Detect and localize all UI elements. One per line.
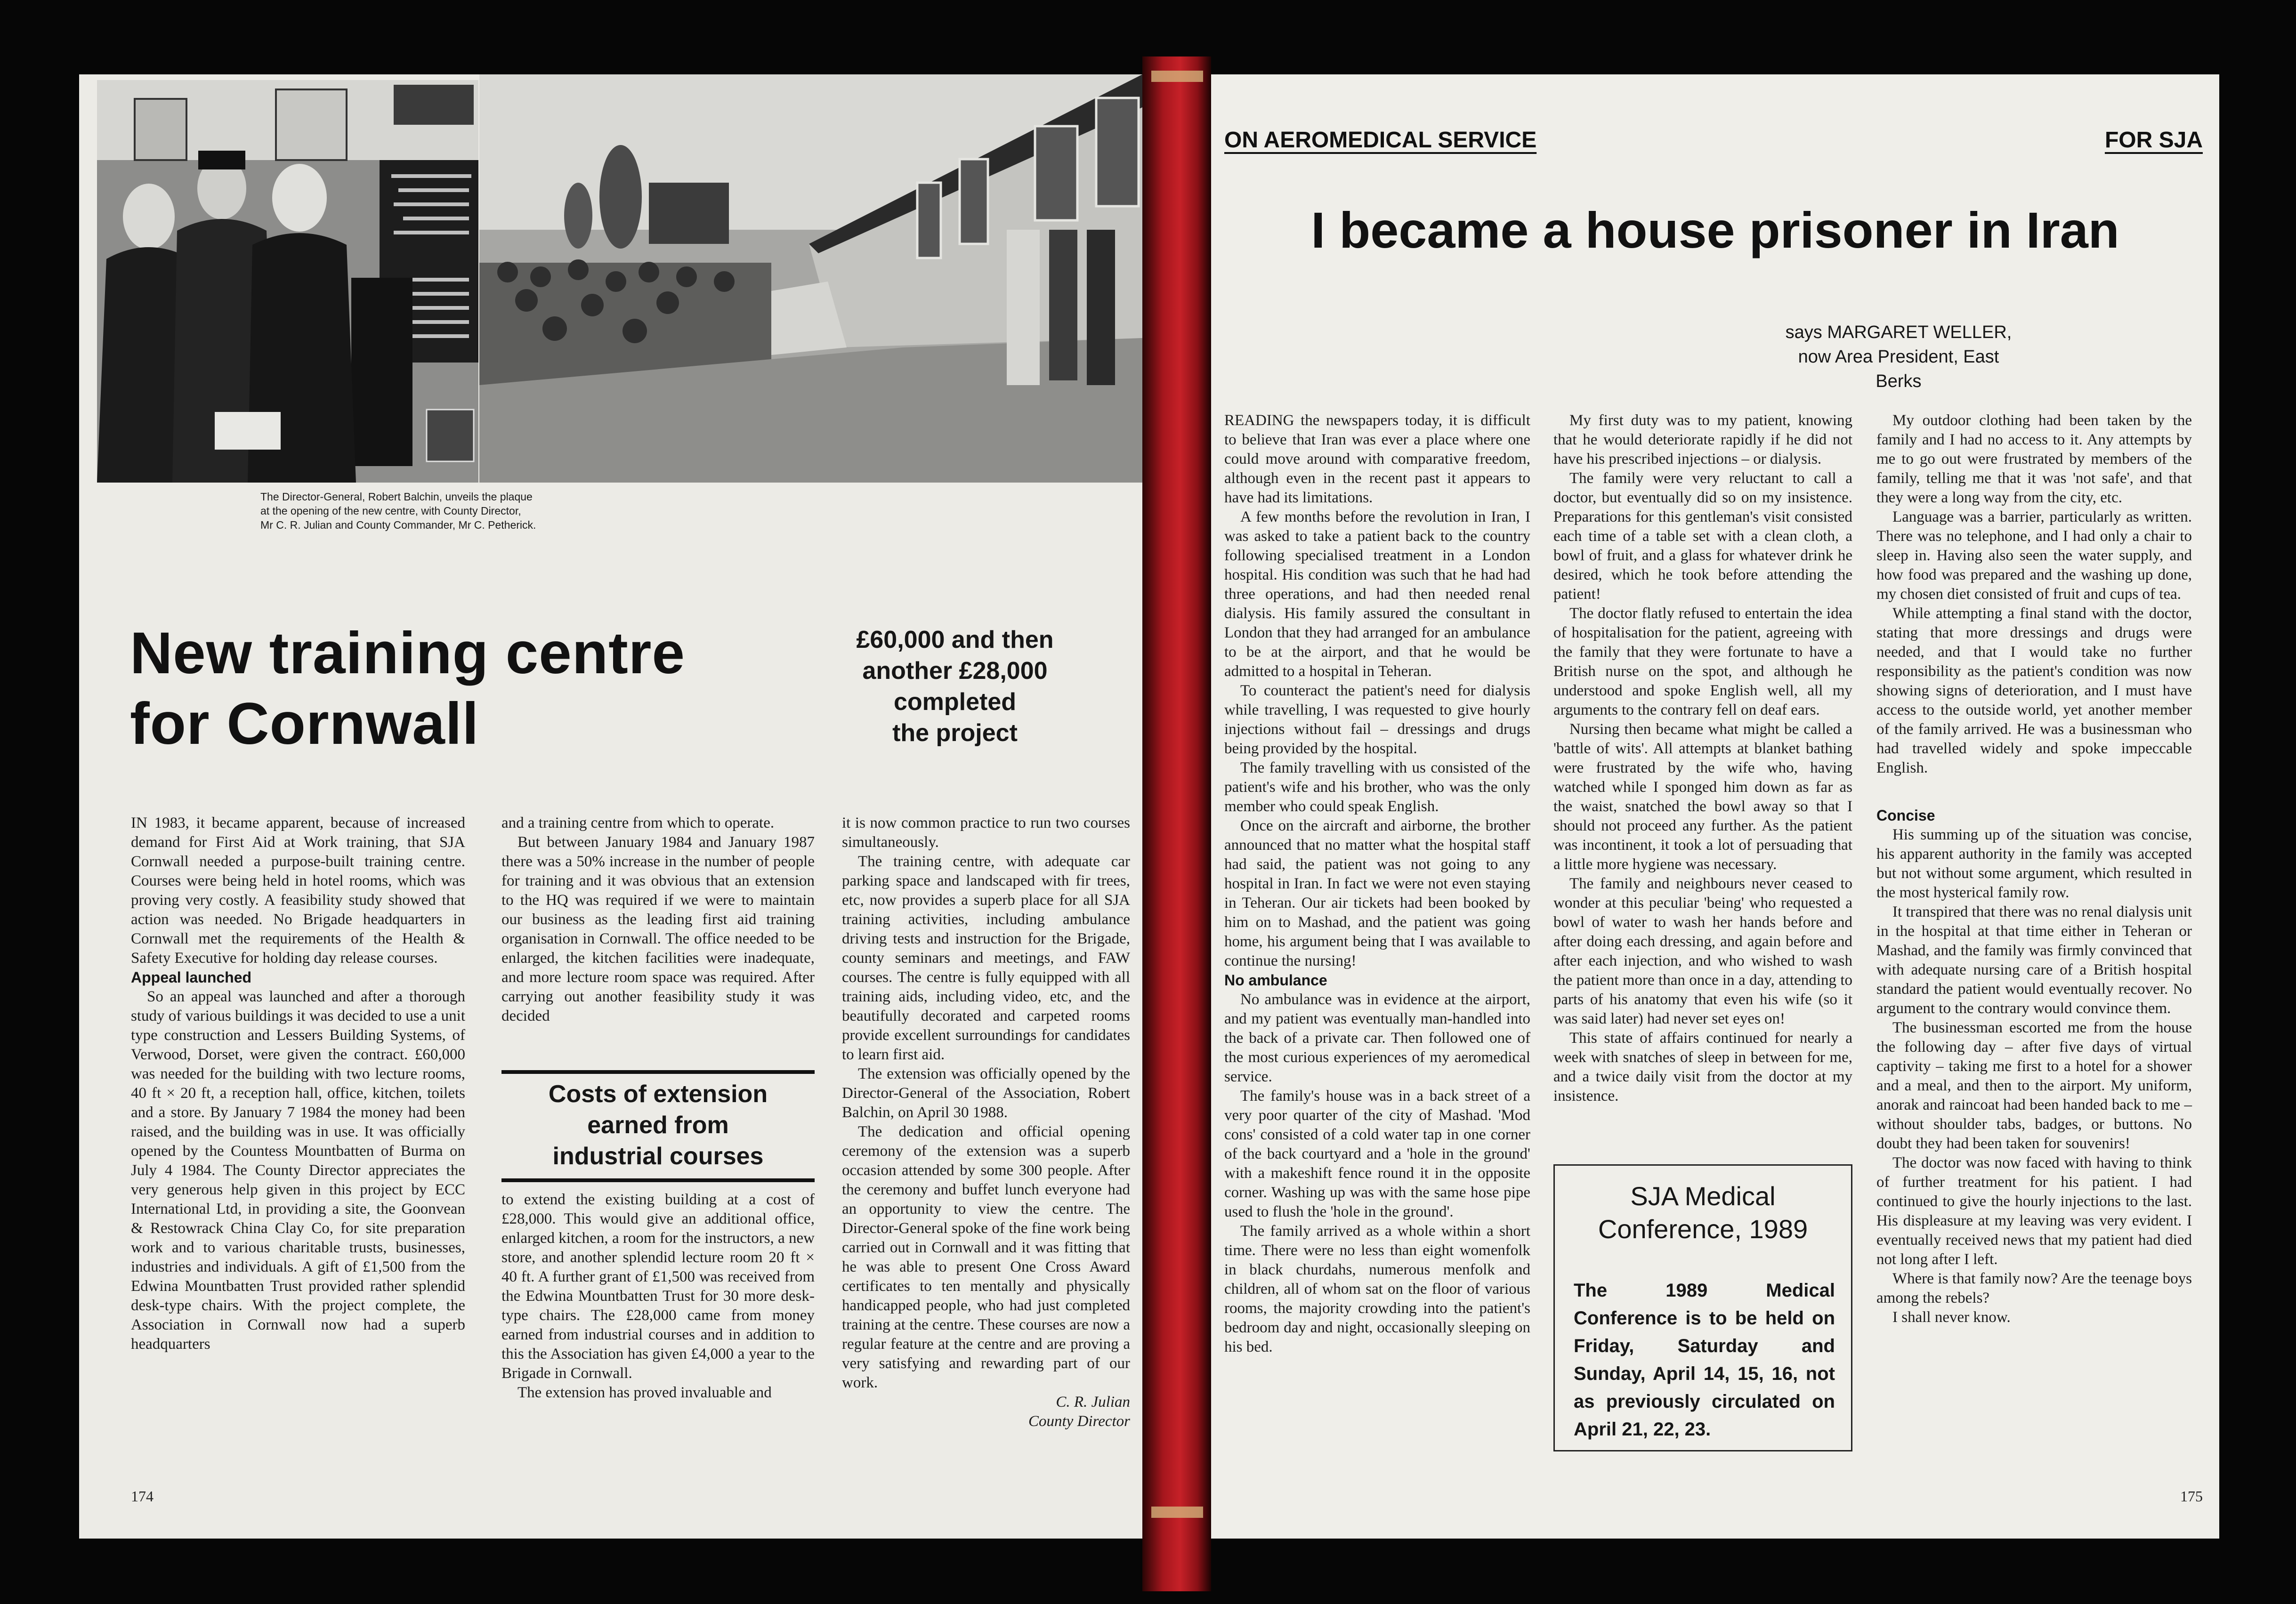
pull-quote-line: another £28,000 [862, 657, 1048, 685]
byline-line: now Area President, East Berks [1798, 347, 1999, 391]
subhead-appeal-launched: Appeal launched [131, 969, 252, 986]
section-kicker-left: ON AEROMEDICAL SERVICE [1224, 128, 1537, 153]
paragraph: His summing up of the situation was concise, his apparent authority in the family was accepted but not without some argument, which resulted in the most hysterical family row. [1876, 826, 2192, 901]
paragraph: The family arrived as a whole within a short time. There were no less than eight womenfolk in black churdahs, numerous menfolk and children, all of whom sat on the floor of various rooms, the majority crowding into the patient's bedroom day and night, occasionally sleeping on his bed. [1224, 1223, 1530, 1355]
spine-band [1151, 1507, 1203, 1518]
article-headline [130, 618, 685, 759]
crosshead-box [501, 1079, 815, 1172]
article-column-3 [842, 814, 1130, 1393]
paragraph: it is now common practice to run two courses simultaneously. [842, 814, 1130, 851]
paragraph: The training centre, with adequate car parking space and landscaped with fir trees, etc, now provides a superb place for all SJA training activities, including ambulance driving tests and instruction for the Brigade, county seminars and meetings, and FAW courses. The centre is fully equipped with all training aids, including video, etc, and the beautifully decorated and carpeted rooms provide excellent surroundings for candidates to learn first aid. [842, 853, 1130, 1063]
signature [842, 1393, 1130, 1431]
paragraph: IN 1983, it became apparent, because of increased demand for First Aid at Work training, that SJA Cornwall needed a purpose-built training centre. Courses were being held in hotel rooms, which was proving very costly. A feasibility study showed that action was needed. No Brigade headquarters in Cornwall met the requirements of the Health & Safety Executive for holding day release courses. [131, 814, 465, 967]
paragraph: No ambulance was in evidence at the airport, and my patient was eventually man-handled into the back of a private car. Then followed one of the most curious experiences of my aeromedical service. [1224, 991, 1530, 1085]
paragraph: My first duty was to my patient, knowing that he would deteriorate rapidly if he did not have his prescribed injections – or dialysis. [1553, 412, 1852, 467]
paragraph: Nursing then became what might be called a 'battle of wits'. All attempts at blanket bathing were frustrated by the wife who, having watched while I sponged him down as far as the waist, snatched the bowl away so that I should not proceed any further. As the patient was incontinent, it took a lot of persuading that a little more hygiene was necessary. [1553, 721, 1852, 873]
crosshead-line: Costs of extension [548, 1080, 768, 1108]
byline [1776, 320, 2021, 394]
article-column-1 [1224, 411, 1530, 1357]
article-column-2 [1553, 411, 1852, 1106]
page-number: 174 [131, 1488, 154, 1505]
page-number: 175 [2180, 1488, 2203, 1505]
conference-box-title-line: SJA Medical [1630, 1181, 1776, 1211]
article-column-3 [1876, 411, 2192, 1327]
paragraph: I shall never know. [1892, 1309, 2011, 1326]
crosshead-line: industrial courses [552, 1143, 764, 1170]
paragraph: Where is that family now? Are the teenage boys among the rebels? [1876, 1270, 2192, 1306]
photo-caption-line: Mr C. R. Julian and County Commander, Mr C. Petherick. [260, 519, 536, 531]
paragraph: The extension was officially opened by the Director-General of the Association, Robert Balchin, on April 30 1988. [842, 1065, 1130, 1121]
conference-box-text: The 1989 Medical Conference is to be held on Friday, Saturday and Sunday, April 14, 15, 16, not as previously circulated on April 21, 22, 23. [1574, 1280, 1835, 1440]
paragraph: to extend the existing building at a cost of £28,000. This would give an additional office, enlarged kitchen, a room for the instructors, a new store, and another splendid lecture room 20 ft × 40 ft. A further grant of £1,500 was received from the Edwina Mountbatten Trust for 30 more desk-type chairs. The £28,000 came from money earned from industrial courses and in addition to this the Association has given £4,000 a year to the Brigade in Cornwall. [501, 1191, 815, 1382]
conference-notice-box [1553, 1164, 1852, 1451]
paragraph: The dedication and official opening ceremony of the extension was a superb occasion attended by some 300 people. After the ceremony and buffet lunch everyone had an opportunity to view the centre. The Director-General spoke of the fine work being carried out in Cornwall and it was fitting that he was able to present One Cross Award certificates to ten mentally and physically handicapped people, who had just completed training at the centre. These courses are now a regular feature at the centre and are proving a very satisfying and rewarding part of our work. [842, 1123, 1130, 1391]
photo-caption [260, 490, 684, 532]
paragraph: Language was a barrier, particularly as written. There was no telephone, and I had only a chair to sleep in. Having also seen the water supply, and how food was prepared and the washing up done, my chosen diet consisted of fruit and cups of tea. [1876, 508, 2192, 603]
paragraph: Once on the aircraft and airborne, the brother announced that no matter what the hospital staff had said, the patient was not going to any hospital in Iran. In fact we were not even staying in Teheran. Our air tickets had been booked by him on to Mashad, and the patient was going home, his argument being that I was available to continue the nursing! [1224, 817, 1530, 969]
pull-quote [842, 624, 1068, 749]
paragraph: and a training centre from which to operate. [501, 814, 775, 831]
magazine-spine [1142, 56, 1211, 1591]
paragraph: The family were very reluctant to call a doctor, but eventually did so on my insistence. Preparations for this gentleman's visit consisted each time of a table set with a clean cloth, a bowl of fruit, and a glass for whatever drink he desired, which he took before attending the patient! [1553, 470, 1852, 603]
subhead-no-ambulance: No ambulance [1224, 972, 1327, 989]
photo-plaque-unveiling [97, 80, 478, 483]
section-kicker-right: FOR SJA [2104, 128, 2203, 153]
byline-line: says MARGARET WELLER, [1785, 322, 2012, 342]
paragraph: To counteract the patient's need for dialysis while travelling, I was requested to give hourly injections without fail – dressings and drugs being provided by the hospital. [1224, 682, 1530, 757]
paragraph: The businessman escorted me from the house the following day – after five days of virtual captivity – taking me first to a hotel for a shower and a meal, and then to the airport. My uniform, anorak and raincoat had been handed back to me – without shoulder tabs, badges, or buttons. No doubt they had been taken for souvenirs! [1876, 1019, 2192, 1152]
box-bottom-rule [501, 1178, 815, 1182]
paragraph: This state of affairs continued for nearly a week with snatches of sleep in between for me, and a twice daily visit from the doctor at my insistence. [1553, 1030, 1852, 1104]
box-top-rule [501, 1070, 815, 1074]
paragraph: But between January 1984 and January 1987 there was a 50% increase in the number of people for training and it was obvious that an extension to the HQ was required if we were to maintain our business as the leading first aid training organisation in Cornwall. The office needed to be enlarged, the kitchen facilities were inadequate, and more lecture room space was required. After carrying out another feasibility study it was decided [501, 834, 815, 1024]
right-page [1211, 74, 2219, 1539]
crosshead-line: earned from [587, 1112, 729, 1139]
paragraph: So an appeal was launched and after a thorough study of various buildings it was decided to use a unit type construction and Lessers Building Systems, of Verwood, Dorset, were given the contract. £60,000 was needed for the building with two lecture rooms, 40 ft × 20 ft, a reception hall, office, kitchen, toilets and a store. By January 7 1984 the money had been raised, and the building was in use. It was officially opened by the Countess Mountbatten of Burma on July 4 1984. The County Director appreciates the very generous help given in this project by ECC International Ltd, in providing a site, the Goonvean & Restowrack China Clay Co, for site preparation work and to various charitable trusts, businesses, industries and individuals. A gift of £1,500 from the Edwina Mountbatten Trust provided rather splendid desk-type chairs. With the project complete, the Association in Cornwall now had a superb headquarters [131, 988, 465, 1353]
paragraph: The family's house was in a back street of a very poor quarter of the city of Mashad. 'Mod cons' consisted of a cold water tap in one corner of the back courtyard and a 'hole in the ground' with a makeshift fence round it in the opposite corner. Washing up was with the same hose pipe used to flush the 'hole in the ground'. [1224, 1088, 1530, 1220]
headline-line: for Cornwall [130, 691, 479, 757]
pull-quote-line: the project [892, 719, 1018, 747]
pull-quote-line: completed [893, 688, 1017, 716]
paragraph: It transpired that there was no renal dialysis unit in the hospital at that time either in Teheran or Mashad, and the family was firmly convinced that with adequate nursing care of a British hospital standard the patient would eventually recover. No argument to the contrary would convince them. [1876, 903, 2192, 1017]
paragraph: The doctor flatly refused to entertain the idea of hospitalisation for the patient, agreeing with the family that they were fortunate to have a British nurse on the spot, and although he understood and spoke English well, all my arguments to the contrary fell on deaf ears. [1553, 605, 1852, 718]
paragraph: The family and neighbours never ceased to wonder at this peculiar 'being' who requested a bowl of water to wash her hands before and after doing each dressing, and again before and after each injection, and who wished to wash the patient more than once in a day, attending to parts of his anatomy that even his wife (so it was said later) had never set eyes on! [1553, 875, 1852, 1027]
article-headline: I became a house prisoner in Iran [1311, 202, 2119, 258]
paragraph: READING the newspapers today, it is difficult to believe that Iran was ever a place where one could move around with comparative freedom, although even in the recent past it appears to have had its limitations. [1224, 412, 1530, 506]
paragraph: The doctor was now faced with having to think of further treatment for his patient. I had continued to give the hourly injections to the last. His displeasure at my leaving was very evident. I eventually received news that my patient had died not long after I left. [1876, 1154, 2192, 1268]
article-column-2-continued [501, 1190, 815, 1402]
paragraph: A few months before the revolution in Iran, I was asked to take a patient back to the country following specialised treatment in a London hospital. His condition was such that he had had three operations, and had then needed renal dialysis. His family assured the consultant in London that they had arranged for an ambulance to be at the airport, and that he would be admitted to a hospital in Teheran. [1224, 508, 1530, 680]
signature-name: C. R. Julian [1056, 1394, 1130, 1411]
conference-box-title [1555, 1180, 1851, 1246]
photo-caption-line: The Director-General, Robert Balchin, unveils the plaque [260, 491, 533, 503]
paragraph: The extension has proved invaluable and [517, 1384, 772, 1401]
spine-band [1151, 71, 1203, 82]
photo-caption-line: at the opening of the new centre, with County Director, [260, 505, 521, 517]
paragraph: The family travelling with us consisted of the patient's wife and his brother, who was the only member who could speak English. [1224, 759, 1530, 815]
subhead-concise: Concise [1876, 807, 1935, 824]
paragraph: While attempting a final stand with the doctor, stating that more dressings and drugs were needed, and that I would take no further responsibility as the patient's condition was now showing signs of deterioration, and I must have access to the outside world, yet another member of the family arrived. He was a businessman who had travelled widely and spoke impeccable English. [1876, 605, 2192, 776]
paragraph: My outdoor clothing had been taken by the family and I had no access to it. Any attempts by me to go out were frustrated by members of the family, telling me that it was 'not safe', and that they were a long way from the city, etc. [1876, 412, 2192, 506]
conference-box-title-line: Conference, 1989 [1598, 1214, 1808, 1244]
article-column-2 [501, 814, 815, 1026]
headline-line: New training centre [130, 621, 685, 686]
signature-title: County Director [1028, 1413, 1130, 1430]
article-column-1 [131, 814, 465, 1354]
pull-quote-line: £60,000 and then [856, 626, 1054, 653]
left-page [79, 74, 1142, 1539]
photo-opening-ceremony-crowd [479, 74, 1142, 483]
